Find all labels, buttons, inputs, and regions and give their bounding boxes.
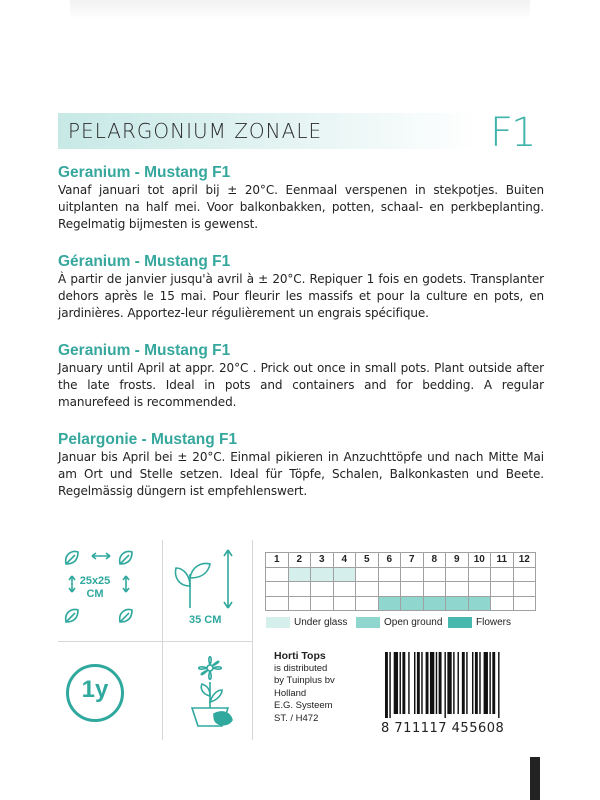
calendar-cell <box>288 582 311 597</box>
section-heading: Pelargonie - Mustang F1 <box>58 431 238 448</box>
barcode-digits: 8 711117 455608 <box>381 721 505 736</box>
barcode-bar <box>498 652 499 718</box>
month-cell: 7 <box>401 553 424 568</box>
calendar-cell <box>491 567 514 582</box>
calendar-cell <box>378 582 401 597</box>
barcode-bar <box>414 652 415 714</box>
barcode-bar <box>394 652 398 714</box>
sowing-calendar <box>265 552 536 611</box>
calendar-cell <box>513 567 536 582</box>
calendar-cell <box>423 582 446 597</box>
month-cell: 12 <box>513 553 536 568</box>
calendar-cell <box>356 596 379 611</box>
barcode-bar <box>436 652 437 714</box>
calendar-header-row <box>266 553 536 568</box>
calendar-cell <box>288 596 311 611</box>
legend-label: Open ground <box>384 617 443 628</box>
barcode-bar <box>466 652 467 714</box>
barcode-bar <box>453 652 454 714</box>
section-heading: Geranium - Mustang F1 <box>58 164 231 181</box>
calendar-cell <box>513 596 536 611</box>
divider <box>162 540 163 740</box>
barcode-bar <box>489 652 490 714</box>
barcode <box>385 652 537 718</box>
barcode-bar <box>484 652 488 714</box>
calendar-cell <box>468 567 491 582</box>
month-cell: 4 <box>333 553 356 568</box>
calendar-cell <box>333 596 356 611</box>
barcode-bar <box>447 652 451 714</box>
barcode-bar <box>462 652 465 714</box>
calendar-cell <box>423 567 446 582</box>
section-heading: Géranium - Mustang F1 <box>58 253 231 270</box>
legend-swatch-flowers <box>448 617 472 628</box>
barcode-bar <box>458 652 459 714</box>
section-english <box>58 341 544 411</box>
distributor-line: is distributed <box>274 662 328 674</box>
calendar-cell <box>401 567 424 582</box>
flower-pot-icon <box>178 652 246 730</box>
calendar-cell <box>311 582 334 597</box>
month-cell: 6 <box>378 553 401 568</box>
calendar-cell <box>266 582 289 597</box>
divider <box>58 641 253 642</box>
calendar-cell <box>266 596 289 611</box>
section-dutch <box>58 163 544 233</box>
calendar-cell <box>401 582 424 597</box>
legend-swatch-under-glass <box>266 617 290 628</box>
distributor-line: E.G. Systeem <box>274 700 333 711</box>
month-cell: 5 <box>356 553 379 568</box>
distributor-line: ST. / H472 <box>274 712 319 724</box>
calendar-cell <box>333 567 356 582</box>
barcode-bar <box>389 652 390 718</box>
month-cell: 9 <box>446 553 469 568</box>
barcode-bar <box>408 652 409 714</box>
section-heading: Geranium - Mustang F1 <box>58 342 231 359</box>
calendar-cell <box>266 567 289 582</box>
calendar-cell <box>311 596 334 611</box>
barcode-bar <box>417 652 420 714</box>
calendar-cell <box>491 596 514 611</box>
section-body: January until April at appr. 20°C . Prick out once in small pots. Plant outside after the late frosts. Ideal in pots and containers and for bedding. A regular manurefeed is recommended. <box>58 361 544 409</box>
plant-height-icon <box>170 546 250 616</box>
calendar-cell <box>491 582 514 597</box>
calendar-row <box>266 567 536 582</box>
month-cell: 2 <box>288 553 311 568</box>
barcode-bar <box>439 652 442 714</box>
calendar-cell <box>446 596 469 611</box>
barcode-bar <box>402 652 405 714</box>
calendar-cell <box>288 567 311 582</box>
barcode-bar <box>430 652 434 714</box>
barcode-bar <box>400 652 401 714</box>
calendar-cell <box>378 596 401 611</box>
page-title: PELARGONIUM ZONALE <box>68 119 323 143</box>
height-label: 35 CM <box>189 614 222 626</box>
spacing-label: 25x25 CM <box>79 575 111 600</box>
barcode-bar <box>492 652 495 714</box>
calendar-row <box>266 596 536 611</box>
f1-badge: F1 <box>490 110 535 156</box>
month-cell: 1 <box>266 553 289 568</box>
section-body: À partir de janvier jusqu'à avril à ± 20°C. Repiquer 1 fois en godets. Transplanter dehors après le 15 mai. Pour fleurir les massifs et pour la culture en pots, en jardinières. Apportez-leur régulièrement un engrais spécifique. <box>58 272 544 320</box>
barcode-bar <box>421 652 422 714</box>
top-sheen <box>70 0 530 20</box>
calendar-cell <box>513 582 536 597</box>
calendar-cell <box>378 567 401 582</box>
calendar-cell <box>446 567 469 582</box>
brand-name: Horti Tops <box>274 650 326 662</box>
legend-label: Flowers <box>476 617 512 628</box>
calendar-row <box>266 582 536 597</box>
barcode-bar <box>479 652 480 714</box>
legend-label: Under glass <box>294 617 348 628</box>
barcode-bar <box>444 652 445 718</box>
month-cell: 11 <box>491 553 514 568</box>
calendar-cell <box>423 596 446 611</box>
cycle-label: 1y <box>81 676 109 703</box>
calendar-cell <box>446 582 469 597</box>
calendar-cell <box>356 567 379 582</box>
calendar-cell <box>311 567 334 582</box>
month-cell: 8 <box>423 553 446 568</box>
month-cell: 10 <box>468 553 491 568</box>
month-cell: 3 <box>311 553 334 568</box>
section-body: Vanaf januari tot april bij ± 20°C. Eenmaal verspenen in stekpotjes. Buiten uitplanten na half mei. Voor balkonbakken, potten, schaal- en perkbeplanting. Regelmatig bijmesten is gewenst. <box>58 183 544 231</box>
section-french <box>58 252 544 322</box>
section-body: Januar bis April bei ± 20°C. Einmal pikieren in Anzuchttöpfe und nach Mitte Mai am Ort und Stelle setzen. Ideal für Töpfe, Schalen, Balkonkasten und Beete. Regelmässig düngern ist empfehlenswert. <box>58 450 544 498</box>
calendar-cell <box>356 582 379 597</box>
distributor-line: Holland <box>274 687 307 699</box>
calendar-cell <box>468 582 491 597</box>
divider <box>252 540 253 740</box>
section-german <box>58 430 544 500</box>
legend-swatch-open-ground <box>356 617 380 628</box>
calendar-cell <box>468 596 491 611</box>
distributor-info <box>274 650 335 725</box>
calendar-cell <box>333 582 356 597</box>
calendar-cell <box>401 596 424 611</box>
barcode-bar <box>426 652 429 714</box>
barcode-bar <box>472 652 473 714</box>
bottom-strip <box>530 757 540 800</box>
barcode-bar <box>475 652 478 714</box>
distributor-line: by Tuinplus bv <box>274 675 335 686</box>
barcode-bar <box>385 652 388 718</box>
